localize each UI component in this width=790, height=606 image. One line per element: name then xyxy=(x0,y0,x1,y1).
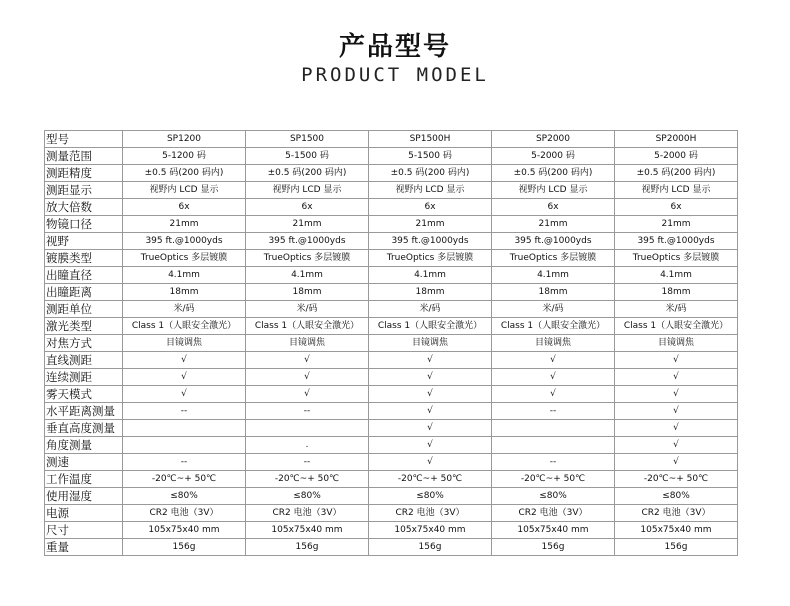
table-row xyxy=(45,165,738,182)
value-cell: 米/码 xyxy=(369,301,492,318)
table-row xyxy=(45,301,738,318)
value-cell: √ xyxy=(492,386,615,403)
value-cell: 18mm xyxy=(246,284,369,301)
value-cell: -- xyxy=(123,454,246,471)
value-cell: ±0.5 码(200 码内) xyxy=(492,165,615,182)
row-label-cell: 尺寸 xyxy=(45,522,123,539)
page-subtitle: PRODUCT MODEL xyxy=(301,64,489,86)
table-row xyxy=(45,420,738,437)
value-cell: 18mm xyxy=(123,284,246,301)
value-cell: 6x xyxy=(492,199,615,216)
row-label-cell: 垂直高度测量 xyxy=(45,420,123,437)
value-cell: -20℃~+ 50℃ xyxy=(123,471,246,488)
value-cell: 395 ft.@1000yds xyxy=(123,233,246,250)
row-label-cell: 对焦方式 xyxy=(45,335,123,352)
value-cell: 4.1mm xyxy=(369,267,492,284)
value-cell: √ xyxy=(369,386,492,403)
row-label-cell: 使用湿度 xyxy=(45,488,123,505)
value-cell: √ xyxy=(492,369,615,386)
value-cell: 156g xyxy=(615,539,738,556)
value-cell: -20℃~+ 50℃ xyxy=(369,471,492,488)
model-header-cell: SP2000H xyxy=(615,131,738,148)
value-cell xyxy=(123,420,246,437)
value-cell: 视野内 LCD 显示 xyxy=(615,182,738,199)
value-cell: √ xyxy=(615,437,738,454)
value-cell: 米/码 xyxy=(246,301,369,318)
value-cell: Class 1（人眼安全激光） xyxy=(123,318,246,335)
value-cell: CR2 电池（3V） xyxy=(615,505,738,522)
value-cell: √ xyxy=(369,454,492,471)
value-cell: TrueOptics 多层镀膜 xyxy=(492,250,615,267)
table-row xyxy=(45,386,738,403)
value-cell: √ xyxy=(246,386,369,403)
row-label-cell: 激光类型 xyxy=(45,318,123,335)
model-header-cell: SP1500 xyxy=(246,131,369,148)
value-cell: 4.1mm xyxy=(246,267,369,284)
value-cell: √ xyxy=(123,352,246,369)
row-label-cell: 视野 xyxy=(45,233,123,250)
value-cell: ≤80% xyxy=(369,488,492,505)
value-cell: 目镜调焦 xyxy=(615,335,738,352)
value-cell: 21mm xyxy=(615,216,738,233)
row-label-cell: 连续测距 xyxy=(45,369,123,386)
row-label-cell: 测量范围 xyxy=(45,148,123,165)
value-cell: √ xyxy=(123,369,246,386)
value-cell: 105x75x40 mm xyxy=(123,522,246,539)
table-row xyxy=(45,284,738,301)
table-row xyxy=(45,250,738,267)
value-cell: 6x xyxy=(123,199,246,216)
value-cell: √ xyxy=(369,437,492,454)
page-title: 产品型号 xyxy=(338,32,451,62)
table-row xyxy=(45,471,738,488)
value-cell: 5-2000 码 xyxy=(492,148,615,165)
value-cell: 395 ft.@1000yds xyxy=(492,233,615,250)
spec-table xyxy=(44,130,738,556)
row-label-cell: 雾天模式 xyxy=(45,386,123,403)
value-cell: . xyxy=(246,437,369,454)
table-row xyxy=(45,403,738,420)
value-cell: 105x75x40 mm xyxy=(369,522,492,539)
value-cell: √ xyxy=(369,369,492,386)
value-cell: TrueOptics 多层镀膜 xyxy=(246,250,369,267)
value-cell: 视野内 LCD 显示 xyxy=(123,182,246,199)
value-cell: √ xyxy=(123,386,246,403)
row-label-cell: 工作温度 xyxy=(45,471,123,488)
value-cell: TrueOptics 多层镀膜 xyxy=(123,250,246,267)
table-row xyxy=(45,335,738,352)
value-cell: 目镜调焦 xyxy=(369,335,492,352)
row-label-cell: 重量 xyxy=(45,539,123,556)
value-cell: 156g xyxy=(369,539,492,556)
value-cell xyxy=(123,437,246,454)
row-label-cell: 角度测量 xyxy=(45,437,123,454)
value-cell: √ xyxy=(615,369,738,386)
value-cell: -- xyxy=(246,454,369,471)
value-cell: 156g xyxy=(492,539,615,556)
table-row xyxy=(45,437,738,454)
value-cell: 4.1mm xyxy=(123,267,246,284)
value-cell: 目镜调焦 xyxy=(492,335,615,352)
value-cell: ±0.5 码(200 码内) xyxy=(615,165,738,182)
value-cell: 4.1mm xyxy=(615,267,738,284)
value-cell: 21mm xyxy=(369,216,492,233)
row-label-cell: 测距单位 xyxy=(45,301,123,318)
spec-table-body xyxy=(45,131,738,556)
value-cell: 目镜调焦 xyxy=(123,335,246,352)
value-cell: 395 ft.@1000yds xyxy=(246,233,369,250)
value-cell: ±0.5 码(200 码内) xyxy=(246,165,369,182)
table-row xyxy=(45,539,738,556)
value-cell: -- xyxy=(246,403,369,420)
model-header-cell: SP1500H xyxy=(369,131,492,148)
value-cell: Class 1（人眼安全激光） xyxy=(492,318,615,335)
table-row xyxy=(45,454,738,471)
value-cell: √ xyxy=(615,454,738,471)
value-cell: 395 ft.@1000yds xyxy=(615,233,738,250)
value-cell: √ xyxy=(492,352,615,369)
value-cell: √ xyxy=(615,386,738,403)
value-cell: √ xyxy=(615,403,738,420)
value-cell: ±0.5 码(200 码内) xyxy=(369,165,492,182)
table-row xyxy=(45,505,738,522)
value-cell: CR2 电池（3V） xyxy=(123,505,246,522)
row-label-cell: 水平距离测量 xyxy=(45,403,123,420)
value-cell: 目镜调焦 xyxy=(246,335,369,352)
row-label-cell: 出瞳距离 xyxy=(45,284,123,301)
value-cell: 5-2000 码 xyxy=(615,148,738,165)
row-label-cell: 测速 xyxy=(45,454,123,471)
value-cell: 视野内 LCD 显示 xyxy=(246,182,369,199)
value-cell: 4.1mm xyxy=(492,267,615,284)
value-cell: ≤80% xyxy=(246,488,369,505)
value-cell: 395 ft.@1000yds xyxy=(369,233,492,250)
value-cell: Class 1（人眼安全激光） xyxy=(369,318,492,335)
value-cell: Class 1（人眼安全激光） xyxy=(246,318,369,335)
table-row xyxy=(45,369,738,386)
table-row xyxy=(45,488,738,505)
value-cell: -20℃~+ 50℃ xyxy=(246,471,369,488)
value-cell: 21mm xyxy=(123,216,246,233)
value-cell: -20℃~+ 50℃ xyxy=(615,471,738,488)
value-cell: CR2 电池（3V） xyxy=(246,505,369,522)
table-row xyxy=(45,318,738,335)
value-cell: 6x xyxy=(369,199,492,216)
value-cell: 5-1200 码 xyxy=(123,148,246,165)
value-cell: -- xyxy=(492,403,615,420)
value-cell: √ xyxy=(369,352,492,369)
row-label-cell: 测距精度 xyxy=(45,165,123,182)
value-cell: 5-1500 码 xyxy=(246,148,369,165)
value-cell: 18mm xyxy=(615,284,738,301)
value-cell: CR2 电池（3V） xyxy=(369,505,492,522)
value-cell: √ xyxy=(369,403,492,420)
row-label-cell: 电源 xyxy=(45,505,123,522)
value-cell: 21mm xyxy=(246,216,369,233)
row-label-cell: 镀膜类型 xyxy=(45,250,123,267)
value-cell: 105x75x40 mm xyxy=(492,522,615,539)
value-cell: 18mm xyxy=(369,284,492,301)
value-cell: √ xyxy=(369,420,492,437)
row-label-cell: 测距显示 xyxy=(45,182,123,199)
value-cell: TrueOptics 多层镀膜 xyxy=(369,250,492,267)
value-cell: 18mm xyxy=(492,284,615,301)
value-cell: -20℃~+ 50℃ xyxy=(492,471,615,488)
table-row xyxy=(45,182,738,199)
value-cell: 米/码 xyxy=(615,301,738,318)
value-cell: 156g xyxy=(246,539,369,556)
value-cell: 5-1500 码 xyxy=(369,148,492,165)
header-label-cell: 型号 xyxy=(45,131,123,148)
value-cell: ≤80% xyxy=(615,488,738,505)
model-header-cell: SP2000 xyxy=(492,131,615,148)
table-row xyxy=(45,216,738,233)
value-cell: 米/码 xyxy=(123,301,246,318)
value-cell xyxy=(492,437,615,454)
value-cell: 21mm xyxy=(492,216,615,233)
value-cell: TrueOptics 多层镀膜 xyxy=(615,250,738,267)
value-cell: 156g xyxy=(123,539,246,556)
value-cell: 6x xyxy=(615,199,738,216)
table-row xyxy=(45,233,738,250)
value-cell xyxy=(246,420,369,437)
table-row xyxy=(45,148,738,165)
table-row xyxy=(45,199,738,216)
value-cell: √ xyxy=(246,369,369,386)
row-label-cell: 放大倍数 xyxy=(45,199,123,216)
value-cell: √ xyxy=(615,352,738,369)
value-cell: √ xyxy=(615,420,738,437)
table-row xyxy=(45,267,738,284)
row-label-cell: 直线测距 xyxy=(45,352,123,369)
value-cell: -- xyxy=(123,403,246,420)
value-cell: -- xyxy=(492,454,615,471)
row-label-cell: 物镜口径 xyxy=(45,216,123,233)
value-cell: Class 1（人眼安全激光） xyxy=(615,318,738,335)
value-cell: 米/码 xyxy=(492,301,615,318)
value-cell xyxy=(492,420,615,437)
model-header-cell: SP1200 xyxy=(123,131,246,148)
value-cell: ≤80% xyxy=(123,488,246,505)
value-cell: 视野内 LCD 显示 xyxy=(492,182,615,199)
value-cell: √ xyxy=(246,352,369,369)
value-cell: 105x75x40 mm xyxy=(615,522,738,539)
value-cell: 6x xyxy=(246,199,369,216)
value-cell: 105x75x40 mm xyxy=(246,522,369,539)
value-cell: 视野内 LCD 显示 xyxy=(369,182,492,199)
table-row xyxy=(45,352,738,369)
value-cell: ≤80% xyxy=(492,488,615,505)
row-label-cell: 出瞳直径 xyxy=(45,267,123,284)
table-row xyxy=(45,522,738,539)
value-cell: ±0.5 码(200 码内) xyxy=(123,165,246,182)
table-header-row xyxy=(45,131,738,148)
value-cell: CR2 电池（3V） xyxy=(492,505,615,522)
